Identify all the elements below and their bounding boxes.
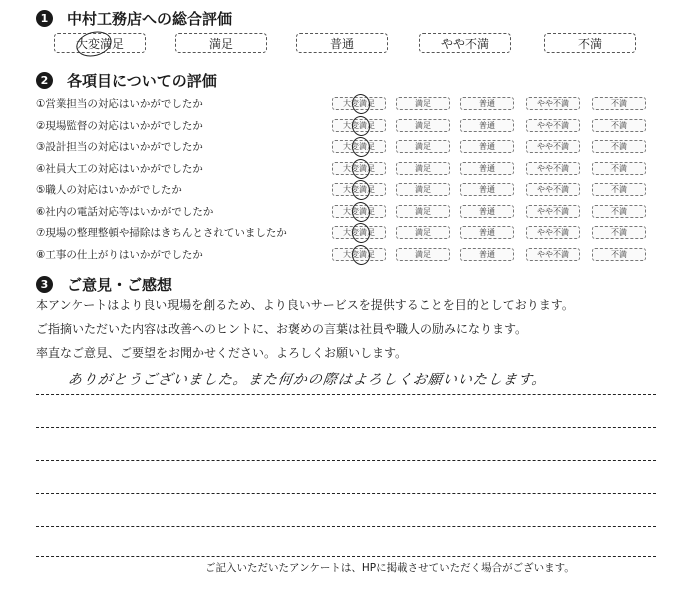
question-option-satisfied[interactable]: 満足 (396, 183, 450, 196)
section-3-heading (36, 273, 172, 295)
question-option-somewhat-dissatisfied[interactable]: やや不満 (526, 97, 580, 110)
question-row (36, 118, 656, 134)
question-label: ⑦現場の整理整頓や掃除はきちんとされていましたか (36, 227, 287, 239)
comment-line-5 (36, 526, 656, 527)
section-1-heading (36, 7, 232, 29)
question-option-neutral[interactable]: 普通 (460, 162, 514, 175)
question-option-dissatisfied[interactable]: 不満 (592, 119, 646, 132)
question-selection-mark (350, 114, 373, 138)
intro-line-1: 本アンケートはより良い現場を創るため、より良いサービスを提供することを目的としております。 (36, 298, 574, 312)
question-option-dissatisfied[interactable]: 不満 (592, 248, 646, 261)
question-option-neutral[interactable]: 普通 (460, 97, 514, 110)
question-option-satisfied[interactable]: 満足 (396, 119, 450, 132)
question-row (36, 182, 656, 198)
question-selection-mark (350, 157, 373, 181)
question-option-dissatisfied[interactable]: 不満 (592, 183, 646, 196)
question-label: ②現場監督の対応はいかがでしたか (36, 119, 203, 132)
question-option-somewhat-dissatisfied[interactable]: やや不満 (526, 205, 580, 218)
question-label: ⑤職人の対応はいかがでしたか (36, 184, 182, 196)
question-option-neutral[interactable]: 普通 (460, 226, 514, 239)
question-option-satisfied[interactable]: 満足 (396, 97, 450, 110)
question-option-very-satisfied[interactable]: 大変満足 (332, 183, 386, 196)
question-option-very-satisfied[interactable]: 大変満足 (332, 140, 386, 153)
question-option-dissatisfied[interactable]: 不満 (592, 226, 646, 239)
comment-line-6 (36, 556, 656, 557)
intro-line-3: 率直なご意見、ご要望をお聞かせください。よろしくお願いします。 (36, 346, 408, 360)
question-option-very-satisfied[interactable]: 大変満足 (332, 119, 386, 132)
comment-line-2 (36, 427, 656, 428)
question-option-satisfied[interactable]: 満足 (396, 205, 450, 218)
question-option-satisfied[interactable]: 満足 (396, 226, 450, 239)
section-3-title: ご意見・ご感想 (67, 275, 173, 294)
question-label: ①営業担当の対応はいかがでしたか (36, 98, 203, 110)
question-selection-mark (350, 178, 373, 202)
question-option-somewhat-dissatisfied[interactable]: やや不満 (526, 226, 580, 239)
comment-line-4 (36, 493, 656, 494)
comment-line-1 (36, 394, 656, 395)
question-label: ⑧工事の仕上がりはいかがでしたか (36, 248, 203, 261)
question-option-somewhat-dissatisfied[interactable]: やや不満 (526, 248, 580, 261)
question-selection-mark (350, 135, 373, 159)
question-selection-mark (350, 221, 373, 245)
question-row (36, 204, 656, 220)
question-option-neutral[interactable]: 普通 (460, 248, 514, 261)
question-option-very-satisfied[interactable]: 大変満足 (332, 97, 386, 110)
section-1-number: 1 (36, 10, 53, 27)
intro-line-2: ご指摘いただいた内容は改善へのヒントに、お褒めの言葉は社員や職人の励みになります。 (36, 322, 528, 336)
question-selection-mark (350, 243, 373, 267)
question-option-satisfied[interactable]: 満足 (396, 162, 450, 175)
question-option-very-satisfied[interactable]: 大変満足 (332, 248, 386, 261)
question-selection-mark (350, 92, 373, 116)
question-option-neutral[interactable]: 普通 (460, 119, 514, 132)
question-option-neutral[interactable]: 普通 (460, 205, 514, 218)
question-label: ⑥社内の電話対応等はいかがでしたか (36, 205, 214, 218)
section-2-title: 各項目についての評価 (67, 71, 217, 90)
question-option-somewhat-dissatisfied[interactable]: やや不満 (526, 140, 580, 153)
footer-note: ご記入いただいたアンケートは、HPに掲載させていただく場合がございます。 (205, 562, 575, 574)
question-row (36, 247, 656, 263)
question-label: ③設計担当の対応はいかがでしたか (36, 141, 203, 153)
question-selection-mark (350, 200, 373, 224)
overall-option-satisfied[interactable]: 満足 (175, 33, 267, 53)
question-row (36, 139, 656, 155)
question-row (36, 225, 656, 241)
question-option-dissatisfied[interactable]: 不満 (592, 97, 646, 110)
overall-option-very-satisfied[interactable]: 大変満足 (54, 33, 146, 53)
question-option-satisfied[interactable]: 満足 (396, 140, 450, 153)
section-3-number: 3 (36, 276, 53, 293)
section-1-title: 中村工務店への総合評価 (67, 9, 233, 28)
question-option-dissatisfied[interactable]: 不満 (592, 140, 646, 153)
section-2-number: 2 (36, 72, 53, 89)
question-row (36, 161, 656, 177)
question-option-somewhat-dissatisfied[interactable]: やや不満 (526, 162, 580, 175)
overall-option-dissatisfied[interactable]: 不満 (544, 33, 636, 53)
question-label: ④社員大工の対応はいかがでしたか (36, 162, 203, 175)
question-option-satisfied[interactable]: 満足 (396, 248, 450, 261)
overall-option-neutral[interactable]: 普通 (296, 33, 388, 53)
question-option-neutral[interactable]: 普通 (460, 140, 514, 153)
comment-line-3 (36, 460, 656, 461)
question-option-somewhat-dissatisfied[interactable]: やや不満 (526, 183, 580, 196)
section-2-heading (36, 69, 217, 91)
overall-rating-row (54, 33, 646, 55)
question-option-dissatisfied[interactable]: 不満 (592, 162, 646, 175)
handwritten-comment: ありがとうございました。また何かの際はよろしくお願いいたします。 (66, 372, 548, 388)
question-option-very-satisfied[interactable]: 大変満足 (332, 205, 386, 218)
question-option-dissatisfied[interactable]: 不満 (592, 205, 646, 218)
question-row (36, 96, 656, 112)
question-option-neutral[interactable]: 普通 (460, 183, 514, 196)
question-option-somewhat-dissatisfied[interactable]: やや不満 (526, 119, 580, 132)
question-option-very-satisfied[interactable]: 大変満足 (332, 162, 386, 175)
question-option-very-satisfied[interactable]: 大変満足 (332, 226, 386, 239)
overall-option-somewhat-dissatisfied[interactable]: やや不満 (419, 33, 511, 53)
